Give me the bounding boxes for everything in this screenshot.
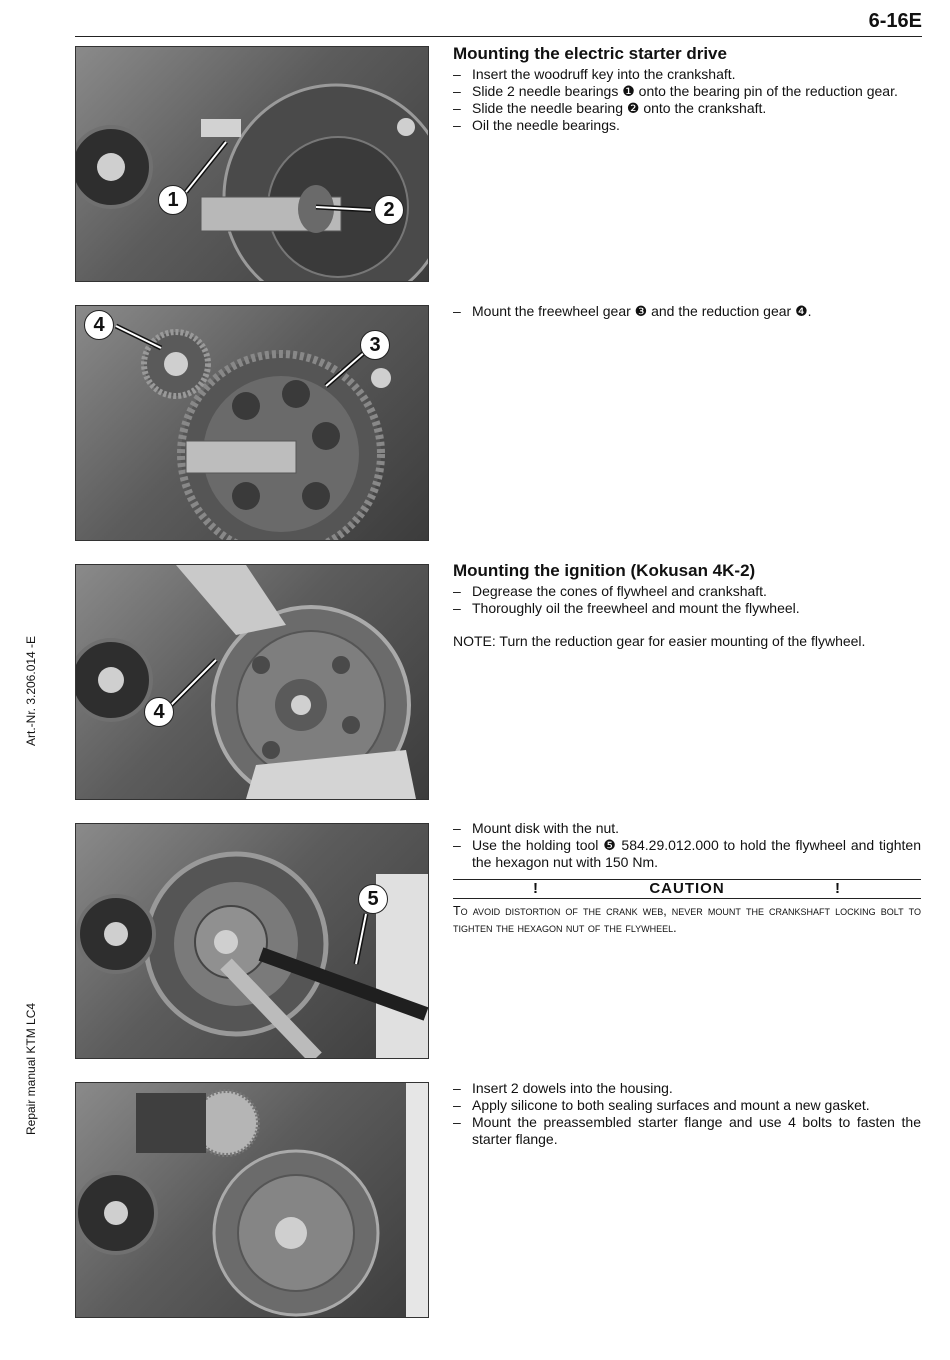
caution-exclamation-left: ! bbox=[533, 880, 539, 897]
step: – Use the holding tool ❺ 584.29.012.000 to hold the flywheel and tighten the hexagon nut with 150 Nm. bbox=[453, 837, 921, 871]
section-starter-drive bbox=[453, 44, 921, 134]
step: – Slide 2 needle bearings ❶ onto the bearing pin of the reduction gear. bbox=[453, 83, 921, 100]
step: – Mount disk with the nut. bbox=[453, 820, 921, 837]
caution-label: CAUTION bbox=[649, 880, 725, 897]
steps-starter-flange bbox=[453, 1080, 921, 1148]
photo-starter-drive bbox=[75, 46, 429, 282]
header-rule bbox=[75, 36, 922, 37]
step: – Thoroughly oil the freewheel and mount the flywheel. bbox=[453, 600, 921, 617]
section-ignition bbox=[453, 561, 921, 650]
step: – Degrease the cones of flywheel and crankshaft. bbox=[453, 583, 921, 600]
callout-5: 5 bbox=[358, 884, 388, 914]
starter-flange-illustration bbox=[76, 1083, 428, 1317]
photo-starter-flange bbox=[75, 1082, 429, 1318]
steps-ignition bbox=[453, 583, 921, 617]
caution-bar bbox=[453, 879, 921, 899]
photo-flywheel-ignition bbox=[75, 564, 429, 800]
section-holding-tool bbox=[453, 820, 921, 937]
caution-exclamation-right: ! bbox=[835, 880, 841, 897]
heading-ignition: Mounting the ignition (Kokusan 4K-2) bbox=[453, 561, 756, 580]
steps-freewheel bbox=[453, 303, 921, 320]
page-number: 6-16E bbox=[868, 10, 922, 32]
caution-text: To avoid distortion of the crank web, never mount the crankshaft locking bolt to tighten the hexagon nut of the flywheel. bbox=[453, 904, 921, 935]
step: – Mount the preassembled starter flange and use 4 bolts to fasten the starter flange. bbox=[453, 1114, 921, 1148]
engine-illustration bbox=[76, 47, 428, 281]
step: – Slide the needle bearing ❷ onto the crankshaft. bbox=[453, 100, 921, 117]
steps-holding-tool bbox=[453, 820, 921, 871]
step: – Insert 2 dowels into the housing. bbox=[453, 1080, 921, 1097]
step: – Oil the needle bearings. bbox=[453, 117, 921, 134]
callout-4-ignition: 4 bbox=[144, 697, 174, 727]
steps-starter-drive bbox=[453, 66, 921, 134]
article-number: Art.-Nr. 3.206.014 -E bbox=[24, 635, 38, 746]
section-starter-flange bbox=[453, 1080, 921, 1148]
step: – Apply silicone to both sealing surfaces and mount a new gasket. bbox=[453, 1097, 921, 1114]
heading-starter-drive: Mounting the electric starter drive bbox=[453, 44, 727, 63]
callout-4: 4 bbox=[84, 310, 114, 340]
photo-freewheel-gear bbox=[75, 305, 429, 541]
manual-name: Repair manual KTM LC4 bbox=[24, 1002, 38, 1135]
note-text: NOTE: Turn the reduction gear for easier mounting of the flywheel. bbox=[453, 633, 866, 649]
callout-2: 2 bbox=[374, 195, 404, 225]
callout-3: 3 bbox=[360, 330, 390, 360]
callout-1: 1 bbox=[158, 185, 188, 215]
photo-holding-tool bbox=[75, 823, 429, 1059]
step: – Mount the freewheel gear ❸ and the reduction gear ❹. bbox=[453, 303, 921, 320]
section-freewheel bbox=[453, 303, 921, 320]
flywheel-illustration bbox=[76, 565, 428, 799]
step: – Insert the woodruff key into the crankshaft. bbox=[453, 66, 921, 83]
holding-tool-illustration bbox=[76, 824, 428, 1058]
